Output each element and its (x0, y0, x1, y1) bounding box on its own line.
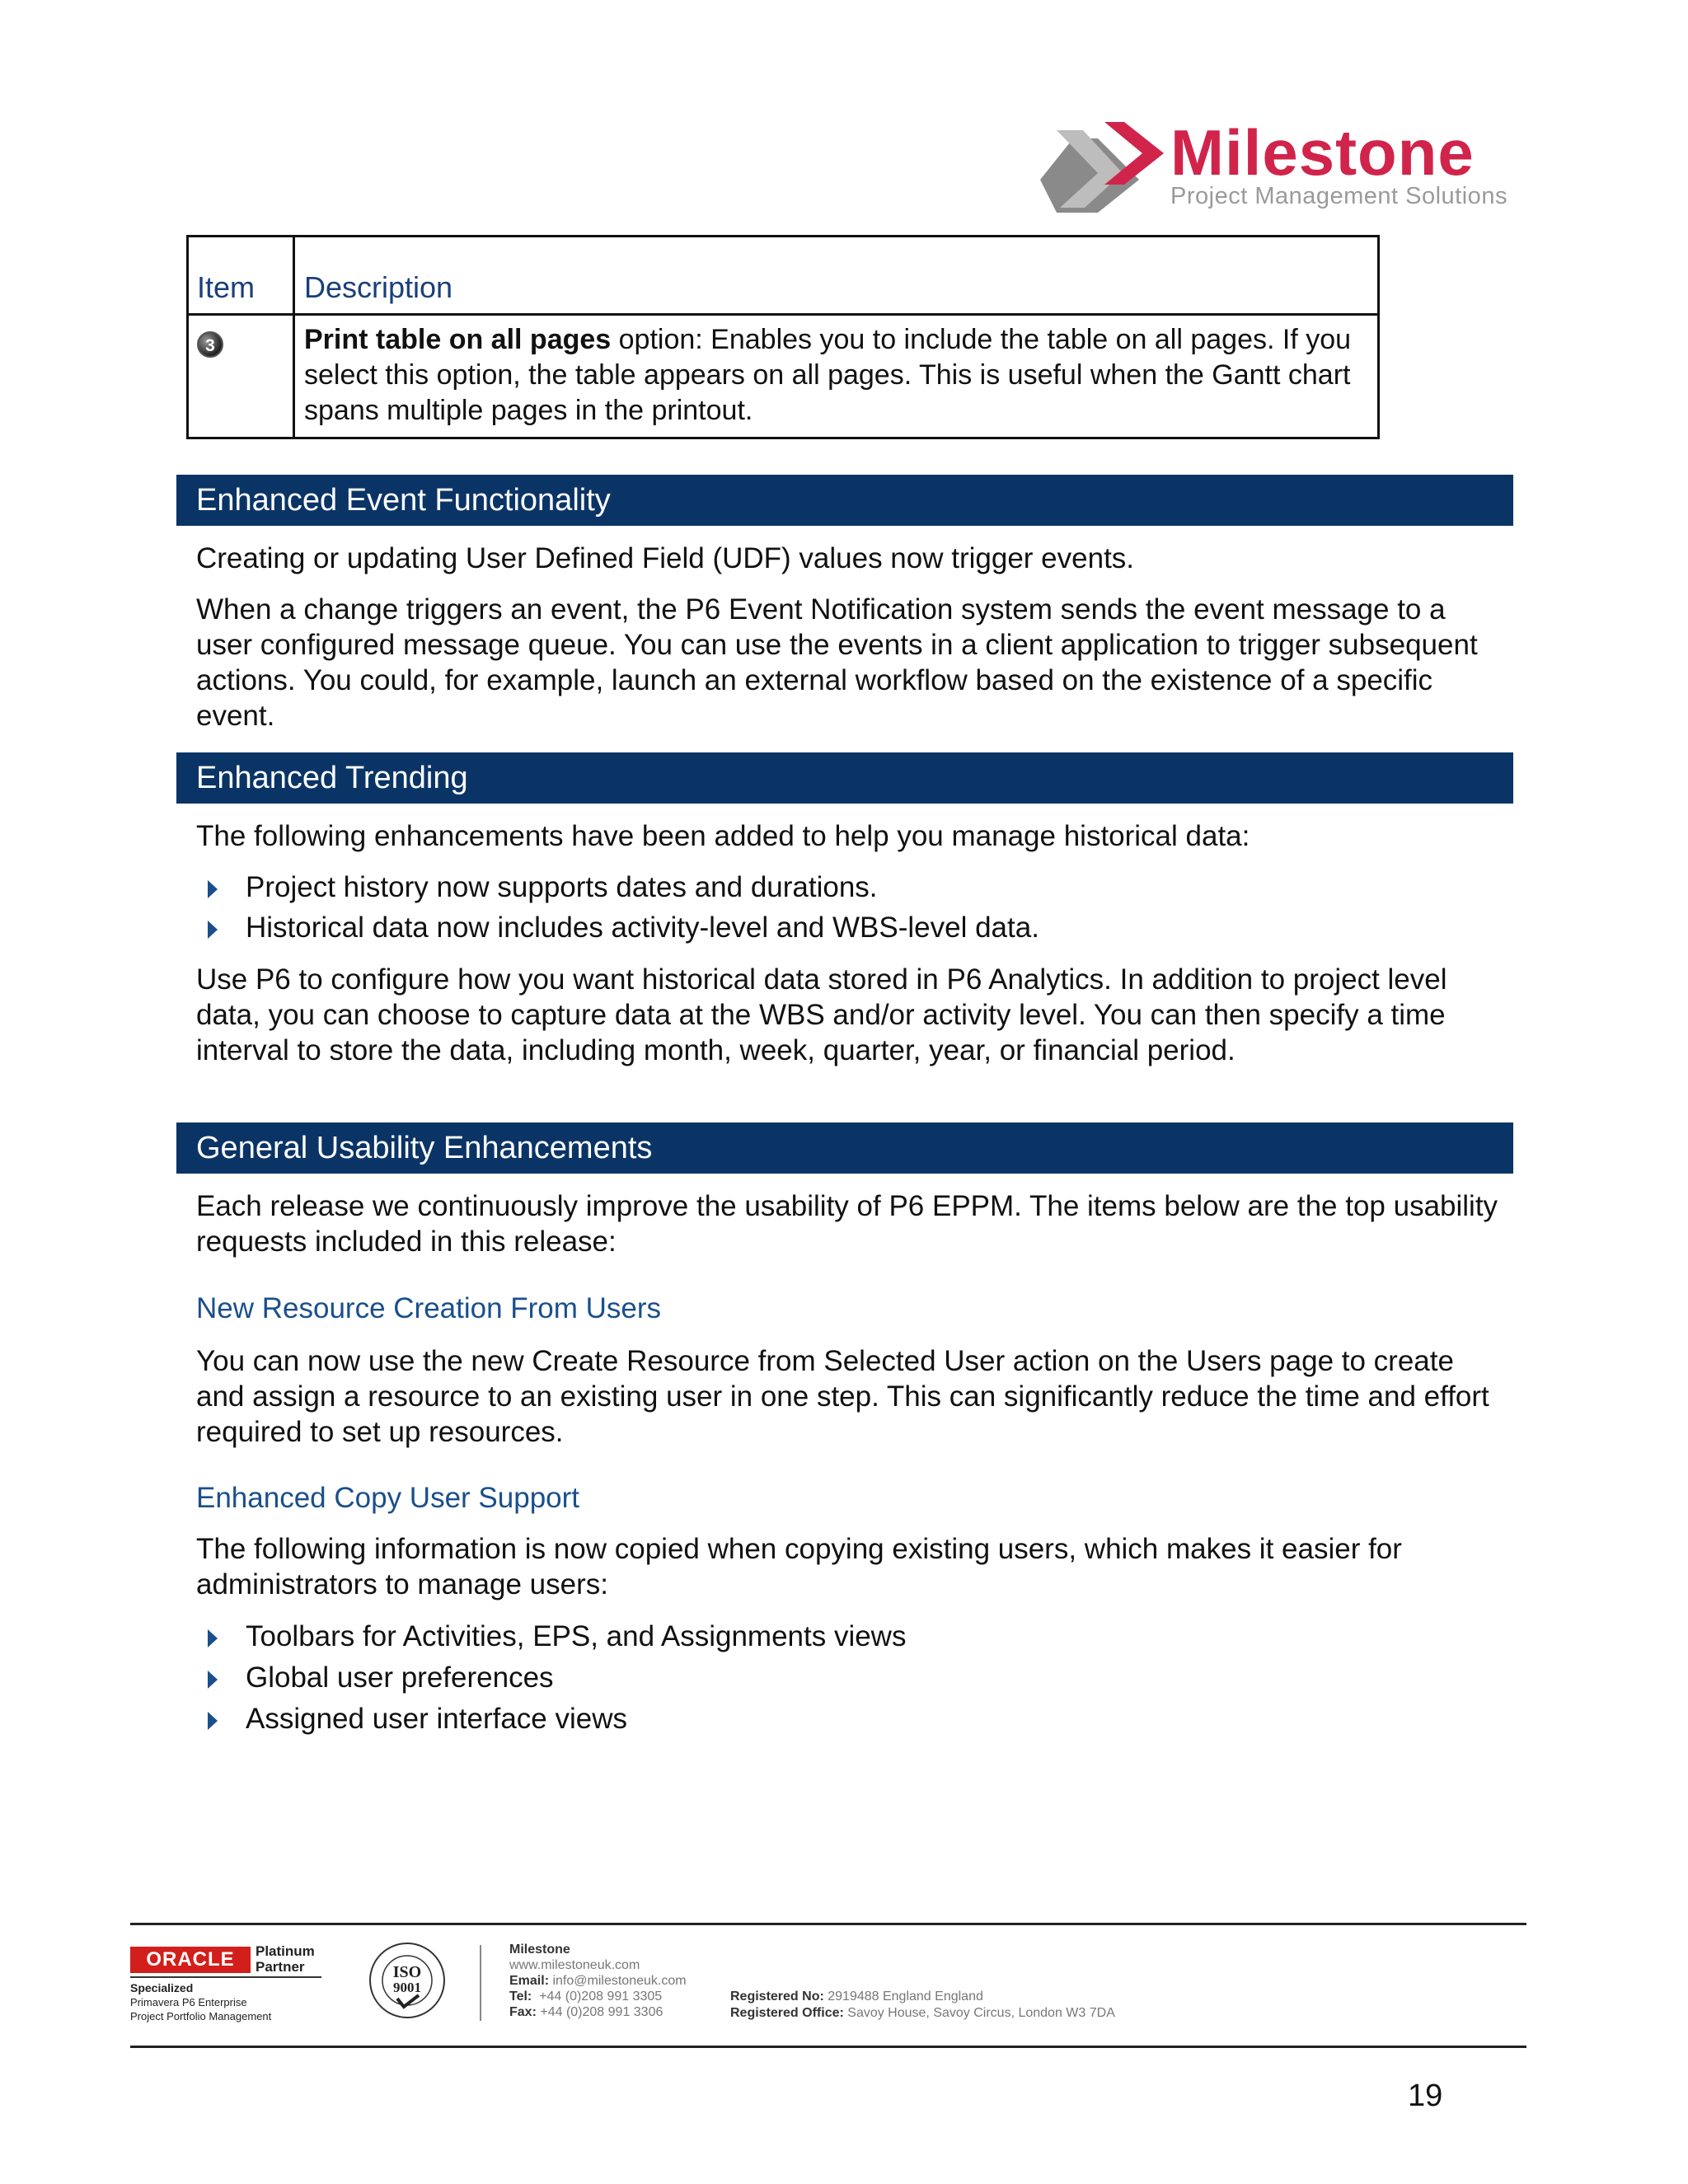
subheading-new-resource: New Resource Creation From Users (196, 1292, 662, 1324)
bullet-arrow-icon (208, 880, 218, 898)
bullet-arrow-icon (208, 1712, 218, 1730)
list-item: Historical data now includes activity-level and WBS-level data. (196, 910, 1039, 945)
footer-registration-block: Registered No: 2919488 England England Registered Office: Savoy House, Savoy Circus, London W3 7DA (730, 1990, 1115, 2020)
table-row-divider (189, 313, 1377, 316)
oracle-specialization: Specialized Primavera P6 Enterprise Project Portfolio Management (130, 1981, 272, 2022)
table-header-description: Description (304, 270, 453, 304)
bullet-arrow-icon (208, 1629, 218, 1647)
logo-tagline: Project Management Solutions (1170, 183, 1507, 209)
oracle-partner-label: Platinum Partner (256, 1943, 315, 1975)
section-heading-event: Enhanced Event Functionality (176, 475, 1513, 526)
page-number: 19 (1408, 2079, 1443, 2113)
logo-wordmark: Milestone (1170, 116, 1475, 189)
oracle-divider (130, 1976, 321, 1978)
callout-number-badge: 3 (197, 331, 223, 358)
trending-intro: The following enhancements have been added to help you manage historical data: (196, 820, 1250, 852)
bullet-arrow-icon (208, 921, 218, 939)
iso-9001-seal (368, 1941, 447, 2020)
iso-line2: 9001 (393, 1980, 421, 1995)
iso-line1: ISO (392, 1963, 422, 1981)
option-text: option: Enables you to include the table on all pages. If you select this option, the table appears on all pages. This is useful when the Gantt chart spans multiple pages in the printout. (304, 324, 1352, 426)
new-resource-paragraph: You can now use the new Create Resource from Selected User action on the Users page to create and assign a resource to an existing user in one step. This can significantly reduce the time and effort required to set up resources. (196, 1345, 1489, 1448)
subheading-copy-user: Enhanced Copy User Support (196, 1482, 579, 1514)
list-item: Assigned user interface views (196, 1701, 627, 1736)
copy-user-paragraph: The following information is now copied when copying existing users, which makes it easier for administrators to manage users: (196, 1533, 1402, 1601)
list-item: Global user preferences (196, 1660, 554, 1695)
list-item: Toolbars for Activities, EPS, and Assignments views (196, 1619, 906, 1654)
footer-contact-block: Milestone www.milestoneuk.com Email: info@milestoneuk.com Tel: +44 (0)208 991 3305 Fax: +44 (0)208 991 3306 (509, 1943, 687, 2019)
oracle-logo: ORACLE (130, 1947, 251, 1973)
bullet-arrow-icon (208, 1671, 218, 1689)
item-description-table (186, 235, 1380, 439)
footer-bottom-rule (130, 2046, 1526, 2048)
table-row-description (304, 322, 1367, 429)
option-title: Print table on all pages (304, 324, 612, 355)
trending-paragraph-2: Use P6 to configure how you want historical data stored in P6 Analytics. In addition to project level data, you can choose to capture data at the WBS and/or activity level. You can then specify a time interval to store the data, including month, week, quarter, year, or financial period. (196, 963, 1447, 1066)
event-paragraph-1: Creating or updating User Defined Field (UDF) values now trigger events. (196, 542, 1135, 574)
section-heading-usability: General Usability Enhancements (176, 1122, 1513, 1174)
table-column-divider (293, 237, 295, 437)
list-item: Project history now supports dates and durations. (196, 869, 878, 905)
usability-intro: Each release we continuously improve the usability of P6 EPPM. The items below are the top usability requests included in this release: (196, 1190, 1498, 1258)
footer-vertical-divider (480, 1945, 481, 2021)
section-heading-trending: Enhanced Trending (176, 752, 1513, 804)
table-header-item: Item (197, 270, 256, 304)
event-paragraph-2: When a change triggers an event, the P6 Event Notification system sends the event message to a user configured message queue. You can use the events in a client application to trigger subsequent actions. You could, for example, launch an external workflow based on the existence of a specific event. (196, 593, 1478, 732)
footer-top-rule (130, 1923, 1526, 1925)
